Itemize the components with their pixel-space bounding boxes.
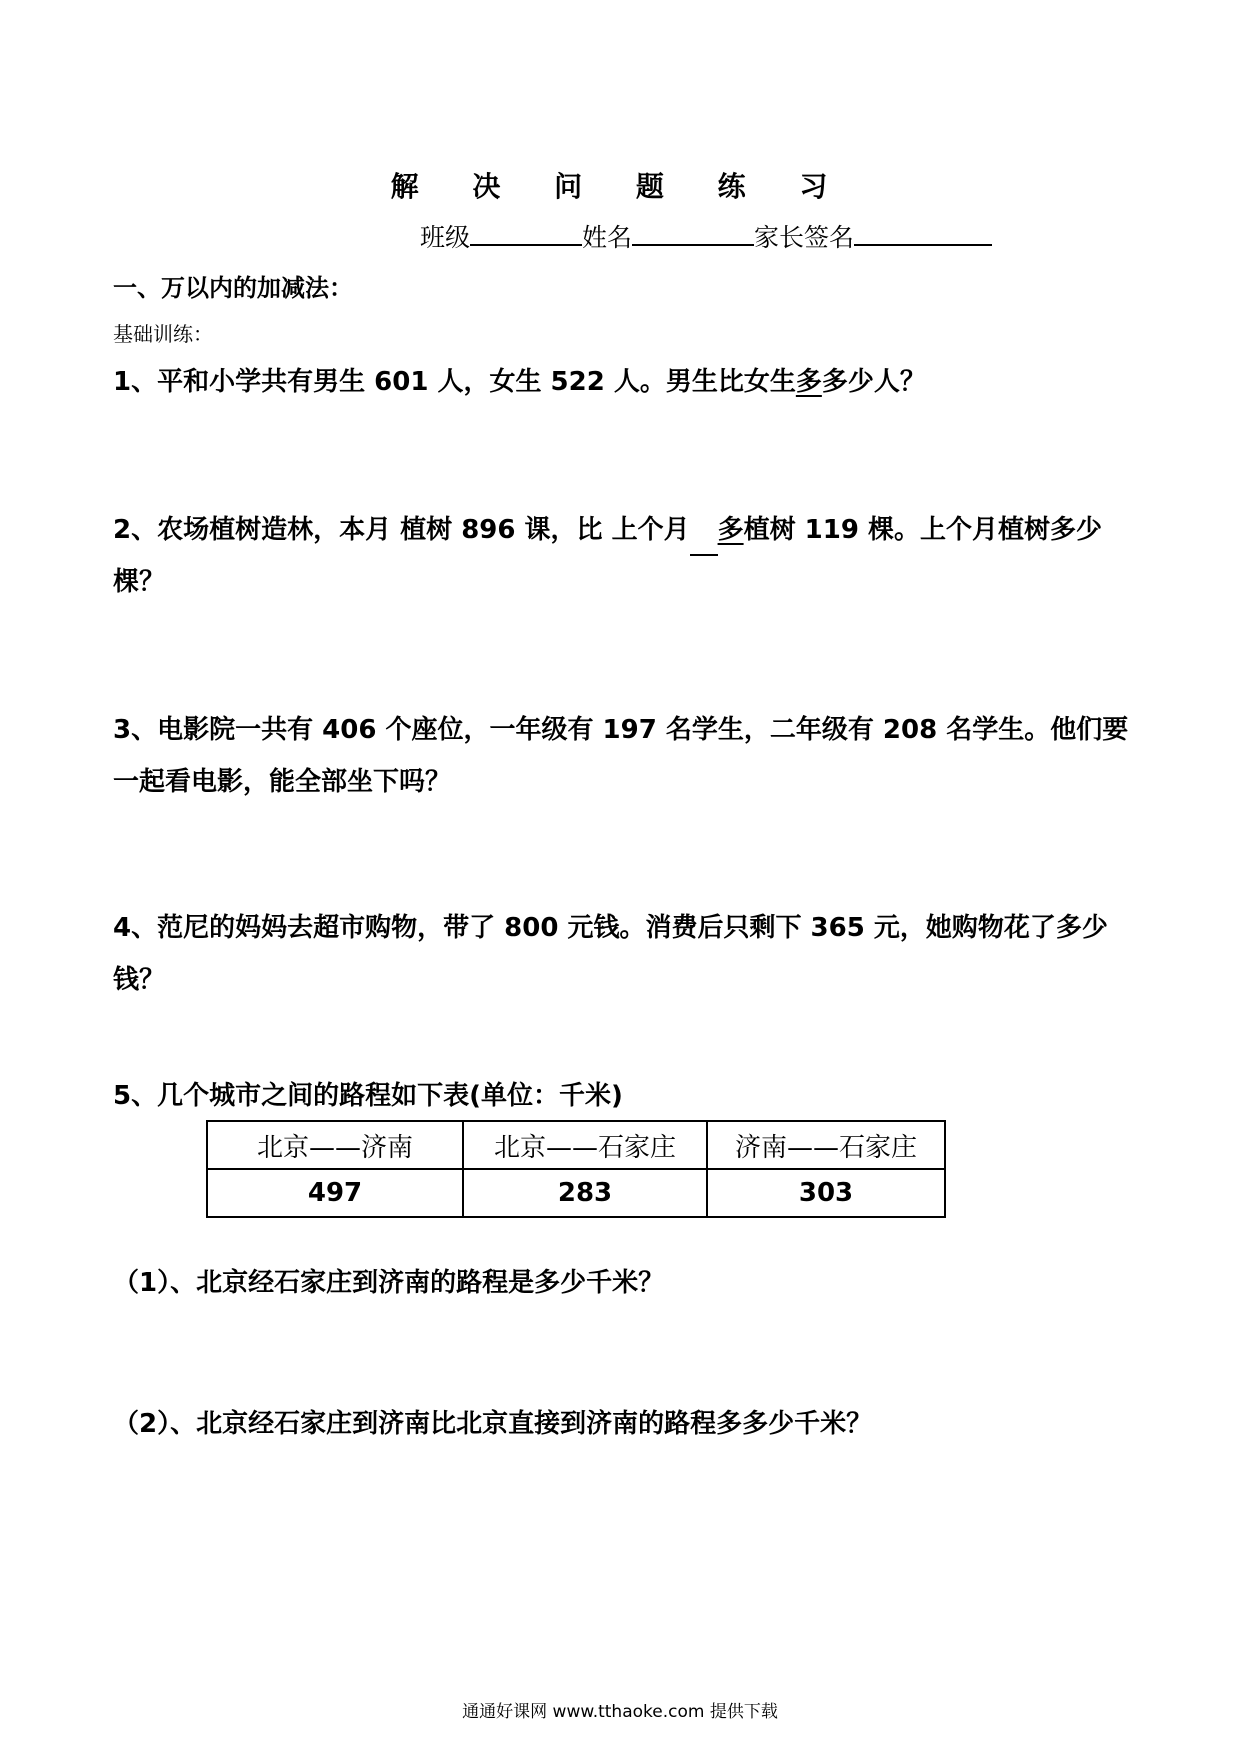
class-blank	[470, 222, 582, 246]
question-1-underlined: 多	[795, 367, 822, 397]
table-value-cell: 283	[463, 1169, 707, 1217]
question-1-text-end: 多少人？	[821, 367, 926, 397]
question-5: 5、几个城市之间的路程如下表(单位：千米)	[113, 1081, 623, 1111]
question-2-text-end: 植树 119 棵。上个月植树多少棵？	[113, 515, 1102, 597]
table-header-cell: 济南——石家庄	[707, 1121, 945, 1169]
distance-table-header-row	[207, 1121, 945, 1169]
student-info-fields	[420, 218, 992, 254]
table-value-cell: 303	[707, 1169, 945, 1217]
class-label: 班级	[420, 223, 471, 252]
question-4: 4、范尼的妈妈去超市购物，带了 800 元钱。消费后只剩下 365 元，她购物花了多少钱？	[113, 913, 1108, 995]
question-1-text-start: 1、平和小学共有男生 601 人，女生 522 人。男生比女生	[113, 367, 796, 397]
table-header-cell: 北京——石家庄	[463, 1121, 707, 1169]
distance-table	[206, 1120, 946, 1218]
question-2-underlined: 多	[717, 515, 744, 545]
name-blank	[632, 222, 754, 246]
footer-credit: 通通好课网 www.tthaoke.com 提供下载	[462, 1702, 778, 1722]
sub-question-2: （2）、北京经石家庄到济南比北京直接到济南的路程多多少千米？	[113, 1409, 873, 1439]
table-header-cell: 北京——济南	[207, 1121, 463, 1169]
sub-heading: 基础训练：	[113, 322, 213, 346]
name-label: 姓名	[582, 223, 633, 252]
question-1	[113, 356, 1133, 408]
parent-signature-blank	[854, 222, 992, 246]
question-2	[113, 504, 1133, 608]
question-2-blank	[690, 530, 718, 556]
page-title: 解 决 问 题 练 习	[390, 170, 850, 203]
parent-signature-label: 家长签名	[754, 223, 855, 252]
table-value-cell: 497	[207, 1169, 463, 1217]
distance-table-value-row	[207, 1169, 945, 1217]
question-3: 3、电影院一共有 406 个座位，一年级有 197 名学生，二年级有 208 名学生。他们要一起看电影，能全部坐下吗？	[113, 715, 1129, 797]
question-2-text-start: 2、农场植树造林，本月 植树 896 课，比 上个月	[113, 515, 690, 545]
section-heading: 一、万以内的加减法：	[113, 274, 353, 302]
sub-question-1: （1）、北京经石家庄到济南的路程是多少千米？	[113, 1268, 665, 1298]
